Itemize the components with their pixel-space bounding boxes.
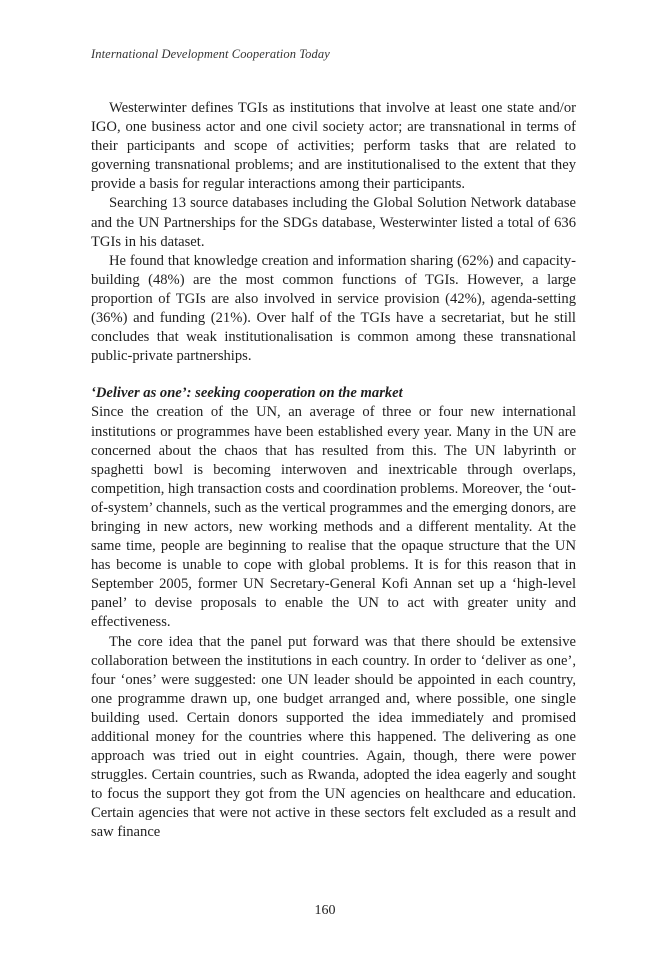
running-head: International Development Cooperation Today xyxy=(91,47,330,61)
paragraph: He found that knowledge creation and information sharing (62%) and capacity-building (48%) are the most common functions of TGIs. However, a large proportion of TGIs are also involved in service provision (42%), agenda-setting (36%) and funding (21%). Over half of the TGIs have a secretariat, but he still concludes that weak institutionalisation is common among these transnational public-private partnerships. xyxy=(91,252,576,365)
body-text xyxy=(91,99,576,843)
paragraph: Since the creation of the UN, an average of three or four new international institutions or programmes have been established every year. Many in the UN are concerned about the chaos that has resulted from this. The UN labyrinth or spaghetti bowl is becoming interwoven and inextricable through overlaps, competition, high transaction costs and coordination problems. Moreover, the ‘out-of-system’ channels, such as the vertical programmes and the emerging donors, are bringing in new actors, new working methods and a different mentality. At the same time, people are beginning to realise that the opaque structure that the UN has become is unable to cope with global problems. It is for this reason that in September 2005, former UN Secretary-General Kofi Annan set up a ‘high-level panel’ to devise proposals to enable the UN to act with greater unity and effectiveness. xyxy=(91,404,576,631)
paragraph: Westerwinter defines TGIs as institutions that involve at least one state and/or IGO, one business actor and one civil society actor; are transnational in terms of their participants and scope of activities; perform tasks that are related to governing transnational problems; and are institutionalised to the extent that they provide a basis for regular interactions among their participants. xyxy=(91,100,576,193)
paragraph: Searching 13 source databases including the Global Solution Network database and the UN Partnerships for the SDGs database, Westerwinter listed a total of 636 TGIs in his dataset. xyxy=(91,195,576,250)
paragraph: The core idea that the panel put forward was that there should be extensive collaboration between the institutions in each country. In order to ‘deliver as one’, four ‘ones’ were suggested: one UN leader should be appointed in each country, one programme drawn up, one budget arranged and, where possible, one single building used. Certain donors supported the idea immediately and promised additional money for the countries where this happened. The delivering as one approach was tried out in eight countries. Again, though, there were power struggles. Certain countries, such as Rwanda, adopted the idea eagerly and sought to focus the support they got from the UN agencies on healthcare and education. Certain agencies that were not active in these sectors felt excluded as a result and saw finance xyxy=(91,633,576,841)
page-number: 160 xyxy=(314,903,336,918)
section-heading: ‘Deliver as one’: seeking cooperation on the market xyxy=(91,385,403,402)
